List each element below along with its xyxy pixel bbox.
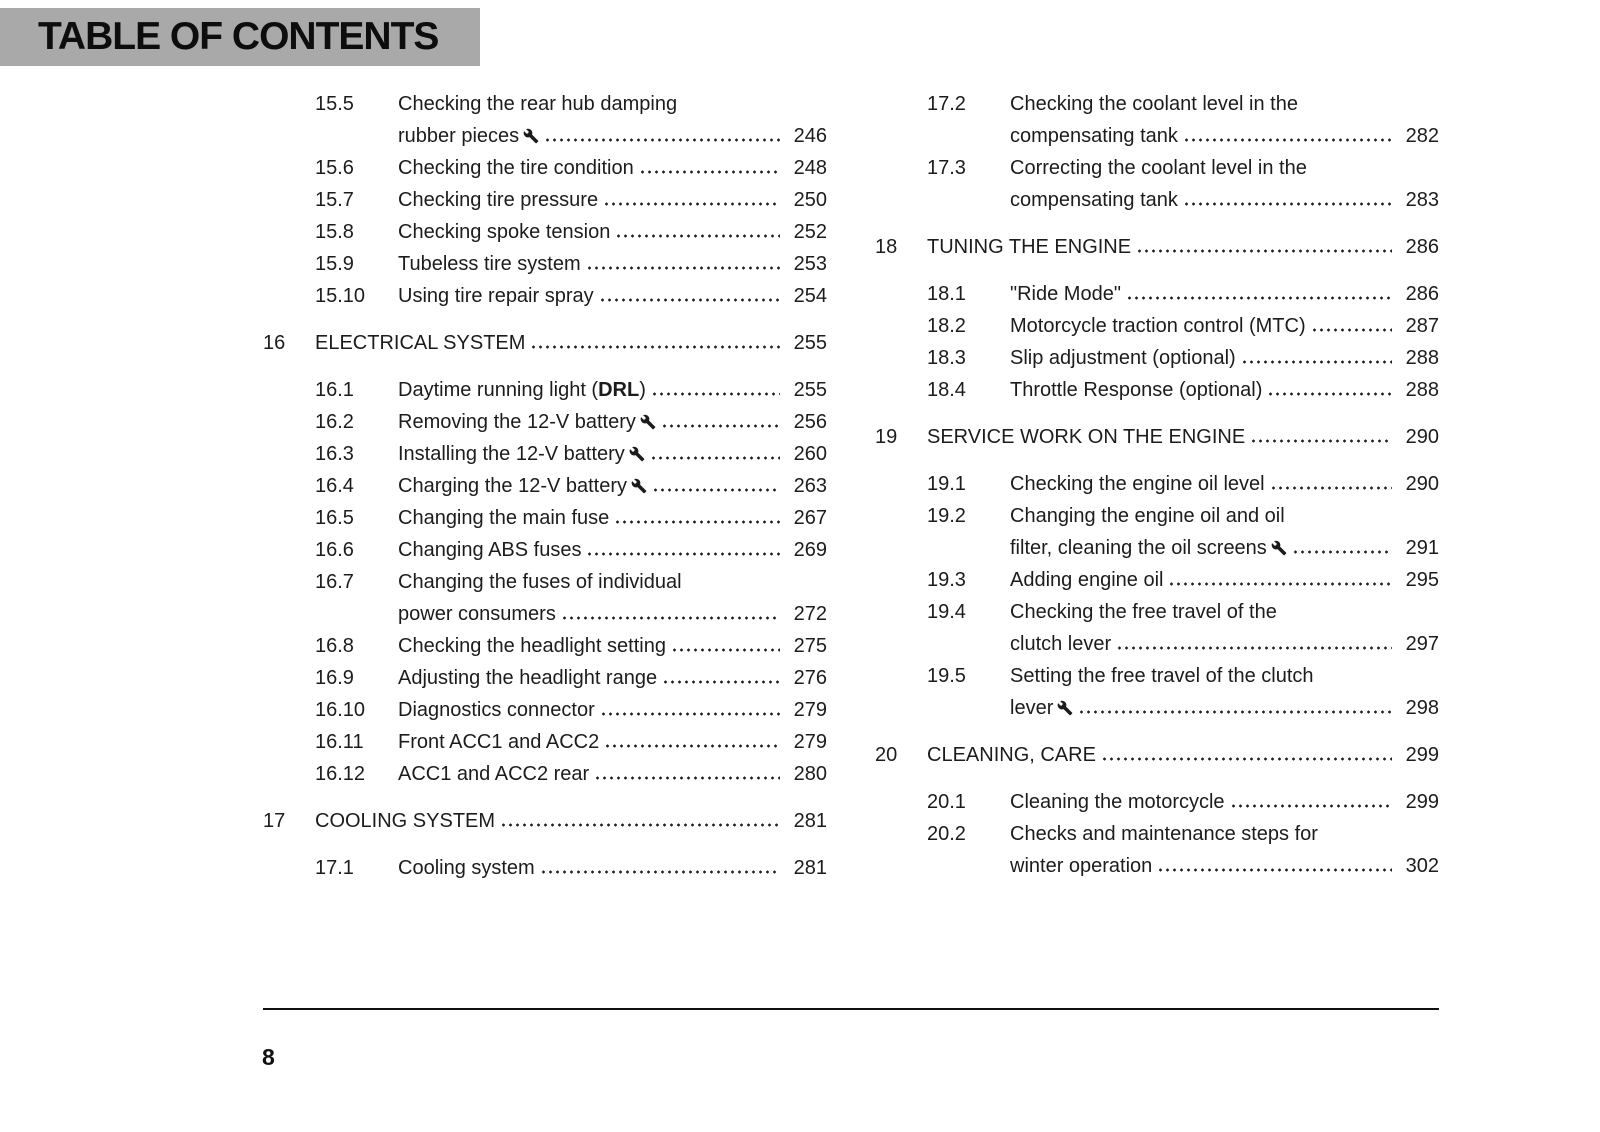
toc-entry-number: 16.4 [315, 475, 354, 497]
toc-entry-last-line [398, 374, 827, 406]
toc-entry-title-block [398, 438, 827, 470]
toc-entry-title-block [398, 406, 827, 438]
toc-entry-last-line [315, 805, 827, 837]
toc-entry-number: 19 [875, 426, 898, 448]
toc-entry-number: 16 [263, 332, 286, 354]
toc-entry-number: 15.9 [315, 253, 354, 275]
toc-entry-page: 286 [1405, 236, 1439, 258]
toc-entry-last-line [1010, 564, 1439, 596]
toc-entry-last-line [398, 248, 827, 280]
toc-entry-16 [263, 327, 827, 359]
toc-entry-number: 17.3 [927, 157, 966, 179]
toc-entry-title-block [1010, 786, 1439, 818]
toc-entry-number: 16.7 [315, 571, 354, 593]
toc-entry-title-block [1010, 818, 1439, 882]
toc-entry-title-line: power consumers [398, 603, 556, 625]
toc-entry-last-line [398, 694, 827, 726]
leader-dots [604, 744, 780, 748]
toc-entry-page: 272 [793, 603, 827, 625]
leader-dots [586, 552, 780, 556]
toc-entry-title-line: lever [1010, 692, 1073, 724]
toc-entry-title-block [398, 470, 827, 502]
leader-dots [671, 648, 780, 652]
leader-dots [1292, 550, 1392, 554]
toc-entry-title-line: ACC1 and ACC2 rear [398, 763, 590, 785]
toc-entry-title-line: rubber pieces [398, 120, 539, 152]
toc-entry-number: 17.2 [927, 93, 966, 115]
toc-entry-title-block [398, 694, 827, 726]
toc-entry-page: 281 [793, 857, 827, 879]
toc-entry-title-line: Front ACC1 and ACC2 [398, 731, 600, 753]
toc-entry-title-block [398, 216, 827, 248]
toc-entry-title-block [398, 726, 827, 758]
toc-entry-page: 254 [793, 285, 827, 307]
toc-entry-number: 16.6 [315, 539, 354, 561]
toc-entry-number: 16.1 [315, 379, 354, 401]
toc-entry-title-line: Diagnostics connector [398, 699, 595, 721]
toc-entry-title-block [1010, 374, 1439, 406]
leader-dots [650, 456, 780, 460]
toc-entry-last-line [315, 327, 827, 359]
toc-entry-title-line: COOLING SYSTEM [315, 810, 496, 832]
toc-entry-title-block [398, 152, 827, 184]
toc-entry-page: 250 [793, 189, 827, 211]
toc-entry-last-line [398, 758, 827, 790]
toc-entry-number: 15.7 [315, 189, 354, 211]
toc-entry-title-block [398, 662, 827, 694]
toc-entry-title-line: Charging the 12-V battery [398, 470, 647, 502]
leader-dots [1126, 296, 1392, 300]
toc-entry-16.12 [315, 758, 827, 790]
toc-entry-last-line [1010, 692, 1439, 724]
leader-dots [615, 234, 780, 238]
toc-entry-title-block [398, 502, 827, 534]
toc-entry-last-line [927, 739, 1439, 771]
leader-dots [540, 870, 780, 874]
toc-entry-17.1 [315, 852, 827, 884]
toc-entry-page: 298 [1405, 697, 1439, 719]
toc-entry-16.3 [315, 438, 827, 470]
toc-entry-title-block [398, 534, 827, 566]
toc-entry-title-line: Throttle Response (optional) [1010, 379, 1263, 401]
toc-entry-page: 275 [793, 635, 827, 657]
toc-entry-last-line [398, 152, 827, 184]
toc-entry-page: 263 [793, 475, 827, 497]
toc-entry-number: 17 [263, 810, 286, 832]
toc-entry-title-line: Setting the free travel of the clutch [1010, 665, 1314, 687]
toc-entry-page: 253 [793, 253, 827, 275]
toc-entry-20.2 [927, 818, 1439, 882]
toc-entry-page: 288 [1405, 379, 1439, 401]
leader-dots [1168, 582, 1392, 586]
toc-entry-title-block [1010, 152, 1439, 216]
toc-entry-title-block [398, 852, 827, 884]
toc-entry-number: 16.10 [315, 699, 366, 721]
leader-dots [1136, 249, 1392, 253]
toc-entry-last-line [927, 231, 1439, 263]
toc-entry-18.1 [927, 278, 1439, 310]
toc-entry-last-line [398, 502, 827, 534]
toc-entry-20 [875, 739, 1439, 771]
leader-dots [1183, 202, 1392, 206]
toc-entry-page: 299 [1405, 791, 1439, 813]
toc-entry-title-line: Changing the engine oil and oil [1010, 505, 1285, 527]
toc-entry-page: 295 [1405, 569, 1439, 591]
toc-entry-number: 16.5 [315, 507, 354, 529]
leader-dots [500, 823, 780, 827]
leader-dots [639, 170, 780, 174]
toc-entry-last-line [398, 852, 827, 884]
toc-entry-16.1 [315, 374, 827, 406]
toc-entry-title-line: Cooling system [398, 857, 535, 879]
toc-entry-page: 279 [793, 699, 827, 721]
toc-entry-title-line: Checking the free travel of the [1010, 601, 1277, 623]
toc-entry-title-line: Removing the 12-V battery [398, 406, 656, 438]
toc-entry-last-line [398, 438, 827, 470]
leader-dots [594, 776, 780, 780]
leader-dots [1250, 439, 1392, 443]
leader-dots [603, 202, 780, 206]
toc-entry-title-line: Correcting the coolant level in the [1010, 157, 1307, 179]
toc-column-1 [263, 88, 827, 884]
leader-dots [614, 520, 780, 524]
toc-entry-page: 302 [1405, 855, 1439, 877]
toc-entry-19.3 [927, 564, 1439, 596]
toc-entry-number: 17.1 [315, 857, 354, 879]
toc-entry-last-line [1010, 628, 1439, 660]
toc-column-2 [875, 88, 1439, 884]
leader-dots [1270, 486, 1392, 490]
toc-entry-title-line: Changing the main fuse [398, 507, 610, 529]
toc-entry-page: 286 [1405, 283, 1439, 305]
toc-entry-title-line: compensating tank [1010, 189, 1178, 211]
wrench-icon [631, 478, 647, 494]
toc-entry-title-line: TUNING THE ENGINE [927, 236, 1132, 258]
leader-dots [1230, 804, 1392, 808]
leader-dots [530, 345, 780, 349]
toc-entry-title-line: Checks and maintenance steps for [1010, 823, 1318, 845]
toc-entry-page: 269 [793, 539, 827, 561]
toc-entry-page: 255 [793, 379, 827, 401]
toc-entry-title-line: Cleaning the motorcycle [1010, 791, 1225, 813]
toc-entry-title-line: Adjusting the headlight range [398, 667, 658, 689]
toc-entry-title-block [398, 280, 827, 312]
toc-entry-number: 16.9 [315, 667, 354, 689]
toc-entry-title-block [927, 739, 1439, 771]
leader-dots [1267, 392, 1392, 396]
toc-entry-page: 280 [793, 763, 827, 785]
leader-dots [599, 298, 780, 302]
toc-entry-17.2 [927, 88, 1439, 152]
toc-entry-15.10 [315, 280, 827, 312]
toc-entry-last-line [398, 726, 827, 758]
toc-entry-last-line [1010, 310, 1439, 342]
toc-entry-title-line: clutch lever [1010, 633, 1112, 655]
toc-entry-title-line: Checking the headlight setting [398, 635, 666, 657]
toc-entry-title-line: Using tire repair spray [398, 285, 594, 307]
toc-entry-title-block [1010, 342, 1439, 374]
toc-entry-title-line: Slip adjustment (optional) [1010, 347, 1236, 369]
toc-entry-title-line: Checking the rear hub damping [398, 93, 678, 115]
toc-entry-last-line [1010, 374, 1439, 406]
toc-entry-19.2 [927, 500, 1439, 564]
toc-entry-15.7 [315, 184, 827, 216]
toc-entry-15.8 [315, 216, 827, 248]
toc-entry-number: 16.2 [315, 411, 354, 433]
toc-entry-title-block [1010, 278, 1439, 310]
toc-entry-title-line: Motorcycle traction control (MTC) [1010, 315, 1306, 337]
toc-entry-last-line [398, 120, 827, 152]
toc-entry-title-block [398, 374, 827, 406]
toc-entry-title-line: Checking the tire condition [398, 157, 634, 179]
toc-entry-last-line [1010, 342, 1439, 374]
toc-entry-title-line: Tubeless tire system [398, 253, 581, 275]
toc-entry-title-block [1010, 564, 1439, 596]
wrench-icon [1057, 700, 1073, 716]
toc-entry-page: 287 [1405, 315, 1439, 337]
toc-entry-page: 267 [793, 507, 827, 529]
toc-entry-last-line [927, 421, 1439, 453]
toc-entry-number: 18.1 [927, 283, 966, 305]
toc-entry-17.3 [927, 152, 1439, 216]
toc-entry-title-block [398, 566, 827, 630]
leader-dots [661, 424, 780, 428]
toc-entry-number: 18 [875, 236, 898, 258]
toc-entry-number: 15.5 [315, 93, 354, 115]
leader-dots [586, 266, 780, 270]
toc-entry-title-block [398, 184, 827, 216]
toc-entry-last-line [1010, 184, 1439, 216]
toc-entry-16.4 [315, 470, 827, 502]
toc-entry-last-line [398, 280, 827, 312]
toc-entry-title-line: "Ride Mode" [1010, 283, 1121, 305]
toc-entry-title-line: Checking the coolant level in the [1010, 93, 1298, 115]
toc-entry-title-line: compensating tank [1010, 125, 1178, 147]
toc-entry-15.9 [315, 248, 827, 280]
toc-entry-title-line: Checking the engine oil level [1010, 473, 1265, 495]
toc-entry-15.6 [315, 152, 827, 184]
toc-entry-title-line: ELECTRICAL SYSTEM [315, 332, 526, 354]
toc-entry-last-line [1010, 120, 1439, 152]
toc-entry-title-line: Changing the fuses of individual [398, 571, 682, 593]
toc-entry-page: 260 [793, 443, 827, 465]
toc-entry-page: 290 [1405, 473, 1439, 495]
toc-entry-last-line [1010, 468, 1439, 500]
leader-dots [652, 488, 780, 492]
toc-entry-number: 15.6 [315, 157, 354, 179]
toc-entry-last-line [1010, 532, 1439, 564]
toc-entry-19.1 [927, 468, 1439, 500]
leader-dots [1157, 868, 1392, 872]
leader-dots [1078, 710, 1392, 714]
page-header [0, 8, 480, 66]
toc-entry-page: 290 [1405, 426, 1439, 448]
toc-entry-page: 246 [793, 125, 827, 147]
toc-entry-19.4 [927, 596, 1439, 660]
toc-entry-title-line: Checking spoke tension [398, 221, 611, 243]
toc-entry-number: 18.4 [927, 379, 966, 401]
toc-entry-16.6 [315, 534, 827, 566]
toc-entry-title-line: winter operation [1010, 855, 1153, 877]
toc-entry-18.2 [927, 310, 1439, 342]
leader-dots [1241, 360, 1392, 364]
toc-entry-last-line [398, 630, 827, 662]
toc-entry-number: 16.8 [315, 635, 354, 657]
toc-entry-title-line: Checking tire pressure [398, 189, 599, 211]
toc-entry-number: 20 [875, 744, 898, 766]
wrench-icon [523, 128, 539, 144]
toc-entry-title-line: filter, cleaning the oil screens [1010, 532, 1287, 564]
leader-dots [651, 392, 780, 396]
toc-entry-16.7 [315, 566, 827, 630]
toc-entry-number: 19.1 [927, 473, 966, 495]
toc-entry-title-line: Daytime running light (DRL) [398, 379, 646, 401]
toc-entry-number: 18.3 [927, 347, 966, 369]
toc-entry-page: 255 [793, 332, 827, 354]
footer-page-number: 8 [262, 1044, 275, 1070]
leader-dots [1311, 328, 1392, 332]
wrench-icon [1271, 540, 1287, 556]
toc-entry-page: 279 [793, 731, 827, 753]
toc-entry-title-block [1010, 88, 1439, 152]
toc-entry-title-line: CLEANING, CARE [927, 744, 1096, 766]
toc-entry-18.4 [927, 374, 1439, 406]
leader-dots [1183, 138, 1392, 142]
toc-entry-page: 299 [1405, 744, 1439, 766]
toc-entry-number: 16.12 [315, 763, 366, 785]
toc-entry-number: 15.10 [315, 285, 366, 307]
toc-entry-last-line [398, 662, 827, 694]
toc-entry-title-line: Adding engine oil [1010, 569, 1164, 591]
toc-entry-page: 256 [793, 411, 827, 433]
toc-entry-number: 15.8 [315, 221, 354, 243]
toc-entry-last-line [398, 406, 827, 438]
page-title: TABLE OF CONTENTS [38, 15, 439, 58]
toc-entry-last-line [398, 216, 827, 248]
toc-entry-page: 291 [1405, 537, 1439, 559]
toc-entry-number: 19.5 [927, 665, 966, 687]
toc-entry-last-line [398, 598, 827, 630]
toc-entry-last-line [1010, 278, 1439, 310]
leader-dots [1116, 646, 1392, 650]
toc-entry-16.8 [315, 630, 827, 662]
table-of-contents [263, 88, 1439, 884]
toc-entry-title-block [1010, 468, 1439, 500]
toc-entry-19 [875, 421, 1439, 453]
toc-entry-title-block [398, 248, 827, 280]
toc-entry-16.11 [315, 726, 827, 758]
toc-entry-page: 252 [793, 221, 827, 243]
toc-entry-title-block [1010, 310, 1439, 342]
toc-entry-last-line [1010, 850, 1439, 882]
toc-entry-title-block [315, 327, 827, 359]
toc-entry-title-block [1010, 660, 1439, 724]
toc-entry-title-block [1010, 596, 1439, 660]
toc-entry-number: 19.2 [927, 505, 966, 527]
toc-entry-title-block [927, 231, 1439, 263]
toc-entry-title-block [315, 805, 827, 837]
toc-entry-title-block [398, 758, 827, 790]
toc-entry-last-line [398, 534, 827, 566]
toc-entry-page: 283 [1405, 189, 1439, 211]
footer-divider [263, 1008, 1439, 1010]
toc-entry-page: 276 [793, 667, 827, 689]
toc-entry-page: 297 [1405, 633, 1439, 655]
wrench-icon [640, 414, 656, 430]
toc-entry-20.1 [927, 786, 1439, 818]
toc-entry-18.3 [927, 342, 1439, 374]
toc-entry-page: 281 [793, 810, 827, 832]
leader-dots [662, 680, 780, 684]
toc-entry-title-block [927, 421, 1439, 453]
toc-entry-15.5 [315, 88, 827, 152]
toc-entry-16.5 [315, 502, 827, 534]
toc-entry-last-line [398, 184, 827, 216]
leader-dots [544, 138, 780, 142]
toc-entry-page: 288 [1405, 347, 1439, 369]
toc-entry-title-block [398, 88, 827, 152]
leader-dots [600, 712, 780, 716]
toc-entry-title-line: Installing the 12-V battery [398, 438, 645, 470]
toc-entry-19.5 [927, 660, 1439, 724]
toc-entry-page: 248 [793, 157, 827, 179]
toc-entry-last-line [398, 470, 827, 502]
toc-entry-16.9 [315, 662, 827, 694]
toc-entry-title-block [398, 630, 827, 662]
toc-entry-number: 18.2 [927, 315, 966, 337]
toc-entry-16.10 [315, 694, 827, 726]
toc-entry-number: 20.1 [927, 791, 966, 813]
toc-entry-number: 19.4 [927, 601, 966, 623]
toc-entry-16.2 [315, 406, 827, 438]
leader-dots [561, 616, 780, 620]
toc-entry-title-block [1010, 500, 1439, 564]
toc-entry-18 [875, 231, 1439, 263]
toc-entry-last-line [1010, 786, 1439, 818]
toc-entry-title-line: Changing ABS fuses [398, 539, 582, 561]
toc-entry-title-line: SERVICE WORK ON THE ENGINE [927, 426, 1246, 448]
toc-entry-number: 16.3 [315, 443, 354, 465]
toc-entry-number: 19.3 [927, 569, 966, 591]
wrench-icon [629, 446, 645, 462]
toc-entry-17 [263, 805, 827, 837]
leader-dots [1101, 757, 1392, 761]
toc-entry-number: 16.11 [315, 731, 364, 753]
toc-entry-number: 20.2 [927, 823, 966, 845]
toc-entry-page: 282 [1405, 125, 1439, 147]
